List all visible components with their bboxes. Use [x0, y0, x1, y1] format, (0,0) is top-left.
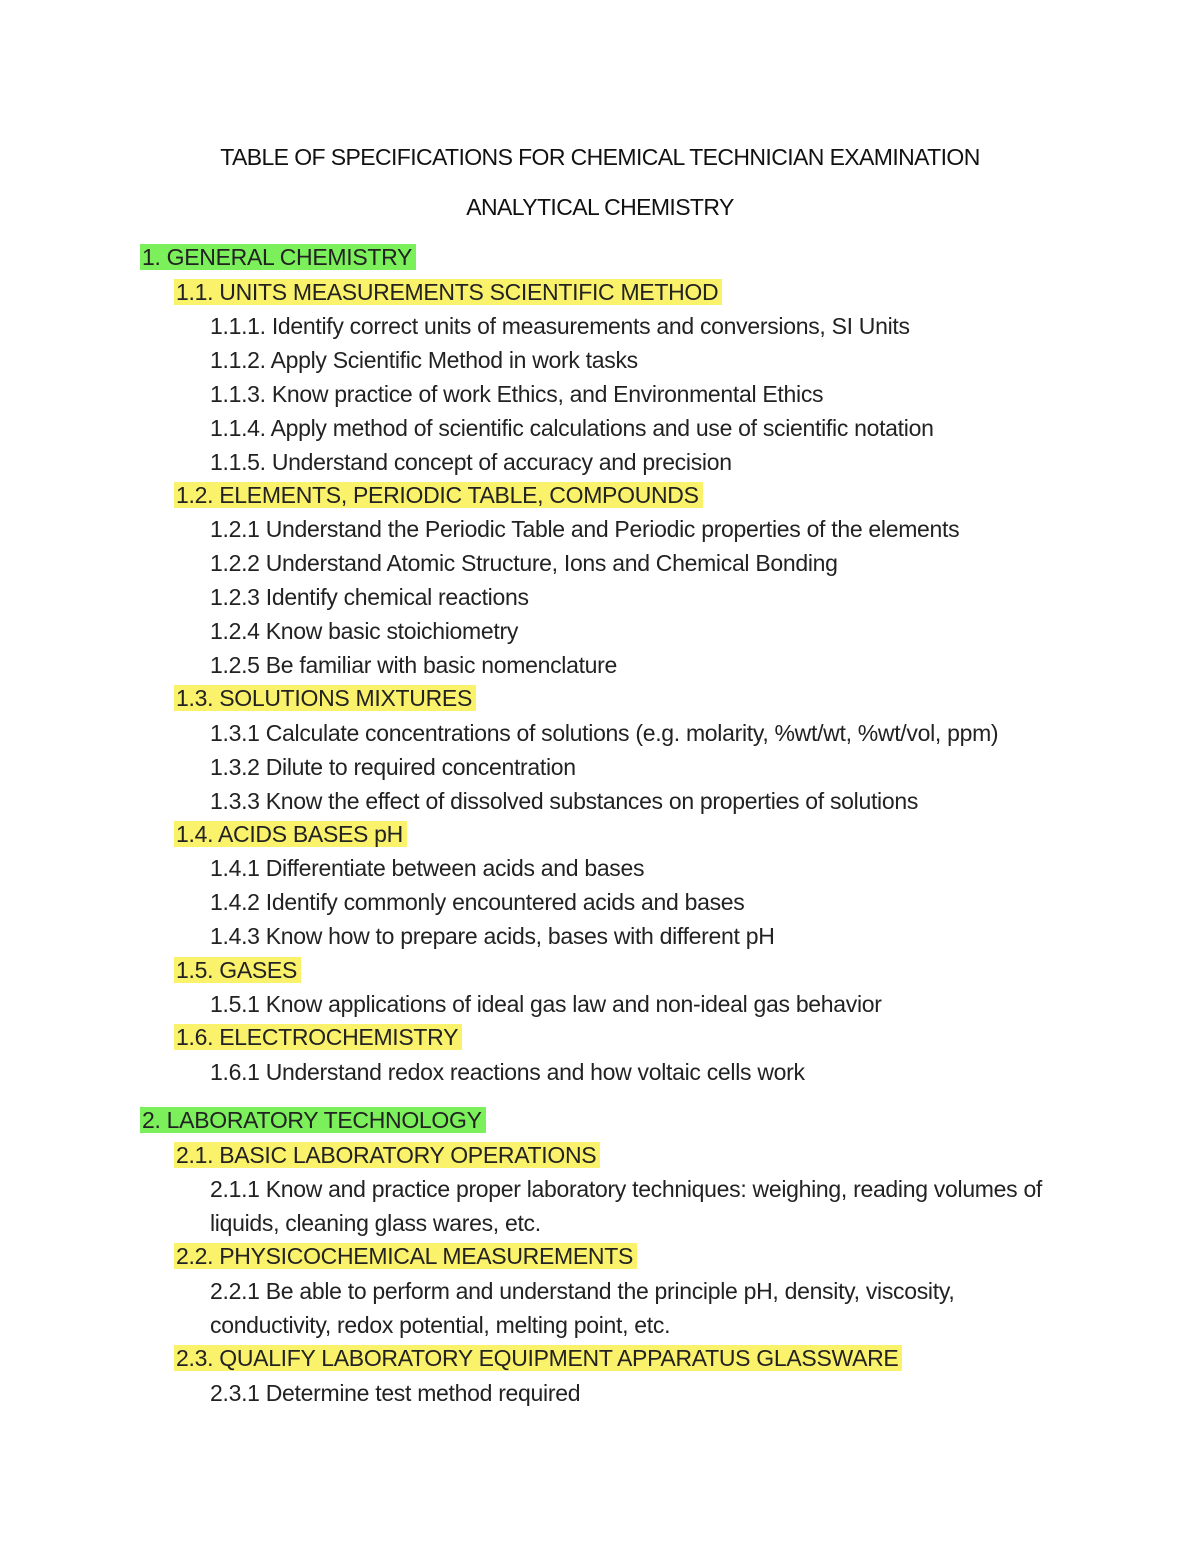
list-item: 1.4.3 Know how to prepare acids, bases with different pH	[210, 923, 775, 949]
list-item-continuation: liquids, cleaning glass wares, etc.	[210, 1210, 541, 1236]
subsection-heading: 2.1. BASIC LABORATORY OPERATIONS	[174, 1141, 600, 1169]
subsection-heading: 2.3. QUALIFY LABORATORY EQUIPMENT APPARATUS GLASSWARE	[174, 1344, 902, 1372]
list-item: 1.2.5 Be familiar with basic nomenclature	[210, 652, 618, 678]
subsection-heading: 1.4. ACIDS BASES pH	[174, 820, 407, 848]
list-item: 1.3.1 Calculate concentrations of solutions (e.g. molarity, %wt/wt, %wt/vol, ppm)	[210, 720, 999, 746]
list-item: 1.5.1 Know applications of ideal gas law and non-ideal gas behavior	[210, 991, 882, 1017]
list-item: 2.1.1 Know and practice proper laboratory techniques: weighing, reading volumes of	[210, 1176, 1043, 1202]
list-item: 1.4.2 Identify commonly encountered acids and bases	[210, 889, 745, 915]
document-subtitle: ANALYTICAL CHEMISTRY	[466, 194, 734, 220]
list-item: 1.1.1. Identify correct units of measurements and conversions, SI Units	[210, 313, 910, 339]
subsection-heading: 1.2. ELEMENTS, PERIODIC TABLE, COMPOUNDS	[174, 481, 703, 509]
list-item: 1.1.4. Apply method of scientific calculations and use of scientific notation	[210, 415, 934, 441]
subsection-heading: 1.3. SOLUTIONS MIXTURES	[174, 684, 476, 712]
list-item: 2.2.1 Be able to perform and understand the principle pH, density, viscosity,	[210, 1278, 955, 1304]
list-item: 1.3.2 Dilute to required concentration	[210, 754, 576, 780]
section-heading: 1. GENERAL CHEMISTRY	[140, 243, 416, 271]
subsection-heading: 1.5. GASES	[174, 956, 301, 984]
list-item: 1.2.4 Know basic stoichiometry	[210, 618, 519, 644]
subsection-heading: 2.2. PHYSICOCHEMICAL MEASUREMENTS	[174, 1242, 637, 1270]
list-item: 2.3.1 Determine test method required	[210, 1380, 581, 1406]
section-heading: 2. LABORATORY TECHNOLOGY	[140, 1106, 486, 1134]
list-item: 1.4.1 Differentiate between acids and bases	[210, 855, 645, 881]
list-item: 1.1.3. Know practice of work Ethics, and Environmental Ethics	[210, 381, 824, 407]
list-item: 1.2.1 Understand the Periodic Table and Periodic properties of the elements	[210, 516, 960, 542]
list-item: 1.1.2. Apply Scientific Method in work tasks	[210, 347, 638, 373]
subsection-heading: 1.6. ELECTROCHEMISTRY	[174, 1023, 462, 1051]
list-item: 1.2.3 Identify chemical reactions	[210, 584, 529, 610]
list-item: 1.1.5. Understand concept of accuracy and precision	[210, 449, 732, 475]
list-item: 1.2.2 Understand Atomic Structure, Ions and Chemical Bonding	[210, 550, 838, 576]
list-item: 1.3.3 Know the effect of dissolved substances on properties of solutions	[210, 788, 919, 814]
list-item-continuation: conductivity, redox potential, melting point, etc.	[210, 1312, 671, 1338]
subsection-heading: 1.1. UNITS MEASUREMENTS SCIENTIFIC METHOD	[174, 278, 722, 306]
document-title: TABLE OF SPECIFICATIONS FOR CHEMICAL TECHNICIAN EXAMINATION	[220, 144, 980, 170]
list-item: 1.6.1 Understand redox reactions and how voltaic cells work	[210, 1059, 805, 1085]
